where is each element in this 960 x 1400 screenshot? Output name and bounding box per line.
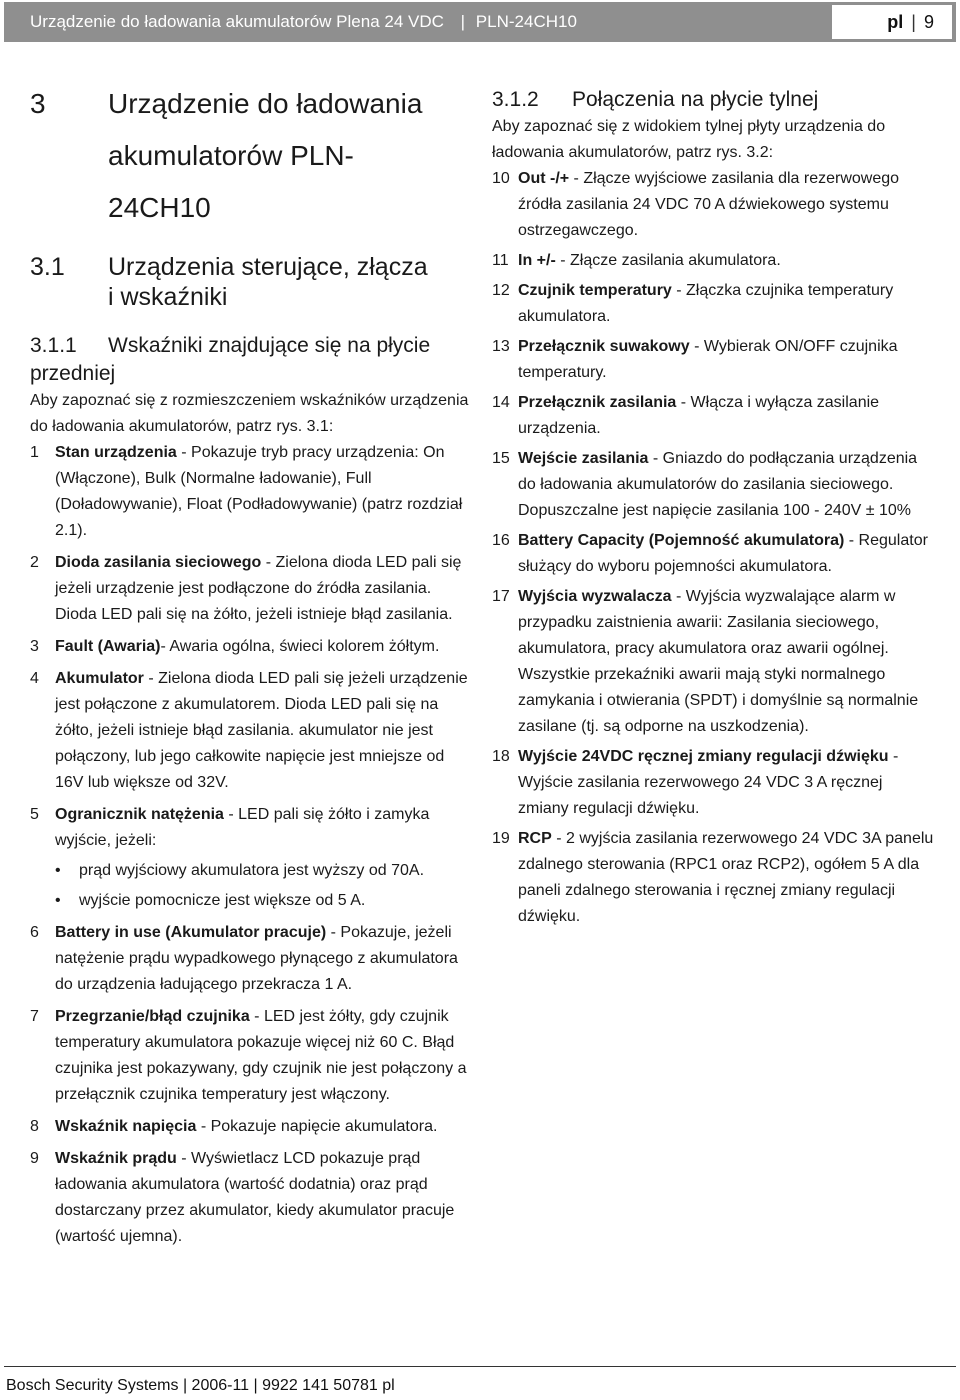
list-item: 5 Ogranicznik natężenia - LED pali się żółto i zamyka wyjście, jeżeli: <box>30 806 430 849</box>
bullet-item: • prąd wyjściowy akumulatora jest wyższy od 70A. <box>30 858 470 884</box>
connector-list <box>492 166 934 930</box>
left-column <box>30 78 470 1250</box>
section-title-line-1: Urządzenia sterujące, złącza <box>108 253 428 281</box>
list-item: 9 Wskaźnik prądu - Wyświetlacz LCD pokazuje prąd ładowania akumulatora (wartość dodatnia) oraz prąd dostarczany przez akumulator, kiedy akumulator pracuje (wartość ujemna). <box>30 1150 455 1245</box>
list-item: 12 Czujnik temperatury - Złączka czujnika temperatury akumulatora. <box>492 282 894 325</box>
right-column <box>492 78 934 930</box>
section-number: 3.1 <box>30 253 65 281</box>
bullet-icon: • <box>55 862 61 879</box>
section-title-line-2: i wskaźniki <box>108 283 228 311</box>
chapter-heading <box>30 78 470 234</box>
list-item: 1 Stan urządzenia - Pokazuje tryb pracy urządzenia: On (Włączone), Bulk (Normalne ładowanie), Full (Doładowywanie), Float (Podładowywanie) (patrz rozdział 2.1). <box>30 444 463 539</box>
list-item: 16 Battery Capacity (Pojemność akumulatora) - Regulator służący do wyboru pojemności akumulatora. <box>492 532 928 575</box>
header-title <box>4 12 832 32</box>
page-separator: | <box>911 11 916 32</box>
bullet-icon: • <box>55 892 61 909</box>
list-item: 19 RCP - 2 wyjścia zasilania rezerwowego 24 VDC 3A panelu zdalnego sterowania (RPC1 oraz RCP2), ogółem 5 A dla paneli zdalnego sterowania i ręcznej zmiany regulacji dźwięku. <box>492 830 934 925</box>
subsection-heading <box>492 86 934 114</box>
intro-paragraph: Aby zapoznać się z rozmieszczeniem wskaźników urządzenia do ładowania akumulatorów, patrz rys. 3.1: <box>30 392 469 435</box>
list-item: 13 Przełącznik suwakowy - Wybierak ON/OFF czujnika temperatury. <box>492 338 898 381</box>
page-footer: Bosch Security Systems | 2006-11 | 9922 141 50781 pl <box>6 1377 395 1394</box>
header-page-box <box>832 5 952 39</box>
section-heading <box>30 252 470 312</box>
subsection-title-line-2: przedniej <box>30 362 116 385</box>
subsection-heading <box>30 332 470 388</box>
list-item: 3 Fault (Awaria)- Awaria ogólna, świeci kolorem żółtym. <box>30 638 440 655</box>
bullet-item: • wyjście pomocnicze jest większe od 5 A. <box>30 888 470 914</box>
list-item: 2 Dioda zasilania sieciowego - Zielona dioda LED pali się jeżeli urządzenie jest podłączone do źródła zasilania. Dioda LED pali się na żółto, jeżeli istnieje błąd zasilania. <box>30 554 462 623</box>
list-item: 15 Wejście zasilania - Gniazdo do podłączania urządzenia do ładowania akumulatorów do zasilania sieciowego. Dopuszczalne jest napięcie zasilania 100 - 240V ± 10% <box>492 450 918 519</box>
list-item: 11 In +/- - Złącze zasilania akumulatora. <box>492 252 781 269</box>
list-item: 8 Wskaźnik napięcia - Pokazuje napięcie akumulatora. <box>30 1118 438 1135</box>
page-number: 9 <box>923 11 934 32</box>
indicator-list <box>30 440 470 1250</box>
list-item: 17 Wyjścia wyzwalacza - Wyjścia wyzwalające alarm w przypadku zaistnienia awarii: Zasilania sieciowego, akumulatora, pracy akumulatora oraz awarii ogólnej. Wszystkie przekaźniki awarii mają styki normalnego zamykania i otwierania (SPDT) i domyślnie są normalnie zasilane (tj. są odporne na uszkodzenia). <box>492 588 919 735</box>
list-item: 6 Battery in use (Akumulator pracuje) - Pokazuje, jeżeli natężenie prądu wypadkowego płynącego z akumulatora do urządzenia ładującego przekracza 1 A. <box>30 924 458 993</box>
header-model: PLN-24CH10 <box>475 12 577 31</box>
chapter-title-line-1: Urządzenie do ładowania <box>108 88 423 119</box>
list-item: 4 Akumulator - Zielona dioda LED pali się jeżeli urządzenie jest połączone z akumulatorem. Dioda LED pali się na żółto, jeżeli istnieje błąd zasilania. akumulator nie jest połączony, lub jego całkowite napięcie jest mniejsze od 16V lub większe od 32V. <box>30 670 468 791</box>
page-header <box>4 2 956 42</box>
header-product: Urządzenie do ładowania akumulatorów Plena 24 VDC <box>30 12 444 31</box>
subsection-title-line-1: Wskaźniki znajdujące się na płycie <box>108 334 431 357</box>
intro-paragraph: Aby zapoznać się z widokiem tylnej płyty urządzenia do ładowania akumulatorów, patrz rys. 3.2: <box>492 118 886 161</box>
list-item: 18 Wyjście 24VDC ręcznej zmiany regulacji dźwięku - Wyjście zasilania rezerwowego 24 VDC 3 A ręcznej zmiany regulacji dźwięku. <box>492 748 899 817</box>
list-item: 10 Out -/+ - Złącze wyjściowe zasilania dla rezerwowego źródła zasilania 24 VDC 70 A dźwiekowego systemu ostrzegawczego. <box>492 170 900 239</box>
header-separator: | <box>460 12 466 31</box>
chapter-title-line-3: 24CH10 <box>108 192 211 223</box>
chapter-title-line-2: akumulatorów PLN- <box>108 140 354 171</box>
footer-divider <box>4 1366 956 1367</box>
chapter-number: 3 <box>30 88 46 119</box>
subsection-number: 3.1.1 <box>30 334 77 357</box>
subsection-title: Połączenia na płycie tylnej <box>572 88 819 111</box>
list-item: 14 Przełącznik zasilania - Włącza i wyłącza zasilanie urządzenia. <box>492 394 880 437</box>
language-code: pl <box>887 11 904 32</box>
list-item: 7 Przegrzanie/błąd czujnika - LED jest żółty, gdy czujnik temperatury akumulatora pokazuje więcej niż 60 C. Błąd czujnika jest pokazywany, gdy czujnik nie jest połączony a przełącznik czujnika temperatury jest włączony. <box>30 1008 467 1103</box>
subsection-number: 3.1.2 <box>492 88 539 111</box>
